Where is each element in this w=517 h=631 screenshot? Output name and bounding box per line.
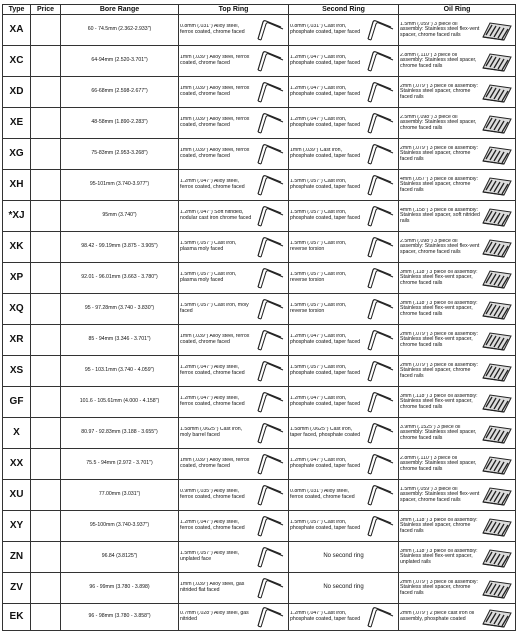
type-code: XK [3,232,31,263]
top-ring-spec: 1mm (.039") Alloy steel, ferrox coated, chrome faced [180,117,250,128]
bore-range: 75.5 - 94mm (2.972 - 3.701") [61,449,179,480]
no-second-ring-label: No second ring [323,553,364,560]
table-row [3,480,516,511]
oil-ring-icon [480,389,514,415]
type-code: XS [3,356,31,387]
type-code: XQ [3,294,31,325]
second-ring-spec: 1.2mm (.047") Cast iron, phosphate coated, taper faced [290,611,361,622]
oil-ring-cell [399,46,516,77]
ring-spec-sheet [2,4,515,631]
oil-ring-icon [480,420,514,446]
second-ring-spec: 1.5mm (.057") Cast iron, phosphate coated, taper faced [290,520,361,531]
price-cell [31,294,61,325]
oil-ring-cell [399,480,516,511]
table-row [3,356,516,387]
price-cell [31,46,61,77]
type-code: XD [3,77,31,108]
second-ring-spec: 0.8mm (.031") Cast iron, phosphate coated, taper faced [290,24,361,35]
second-ring-spec: 0.8mm (.031") Alloy steel, ferrox coated, chrome faced [290,489,355,500]
type-code: X [3,418,31,449]
second-ring-spec: 1.2mm (.047") Cast iron, phosphate coated, taper faced [290,86,361,97]
second-ring-spec: 1.58mm (.0625") Cast iron, taper faced, phosphate coated [290,427,361,438]
oil-ring-cell [399,108,516,139]
header-second-ring: Second Ring [289,5,399,15]
bore-range: 101.6 - 105.61mm (4.000 - 4.158") [61,387,179,418]
top-ring-cell [179,46,289,77]
price-cell [31,139,61,170]
top-ring-spec: 1.5mm (.057") Cast iron, moly faced [180,303,249,314]
type-code: XG [3,139,31,170]
top-ring-spec: 1.5mm (.057") Alloy steel, unplated face [180,551,239,562]
price-cell [31,170,61,201]
price-cell [31,418,61,449]
bore-range: 75-83mm (2.953-3.268") [61,139,179,170]
price-cell [31,263,61,294]
bore-range: 95 - 103.1mm (3.740 - 4.059") [61,356,179,387]
second-ring-spec: 1.2mm (.047") Cast iron, phosphate coated, taper faced [290,396,361,407]
header-bore-range: Bore Range [61,5,179,15]
top-ring-spec: 1.5mm (.057") Cast iron, plasma moly faced [180,241,237,252]
bore-range: 95-100mm (3.740-3.937") [61,511,179,542]
second-ring-icon [363,234,397,260]
table-row [3,573,516,604]
second-ring-spec: 1.2mm (.047") Cast iron, phosphate coated, taper faced [290,55,361,66]
oil-ring-spec: 4mm (.158") 3 piece oil assembly: Stainless steel spacer, soft nitrided rails [400,207,480,224]
bore-range: 98.42 - 99.19mm (3.875 - 3.905") [61,232,179,263]
bore-range: 48-58mm (1.890-2.283") [61,108,179,139]
top-ring-icon [253,17,287,43]
oil-ring-cell [399,325,516,356]
table-row [3,294,516,325]
top-ring-cell [179,170,289,201]
top-ring-spec: 0.8mm (.031") Alloy steel, ferrox coated, chrome faced [180,24,245,35]
oil-ring-spec: 1.5mm (.059") 3 piece oil assembly: Stainless steel flex-vent spacer, chrome faced rails [400,486,480,503]
type-code: XU [3,480,31,511]
second-ring-spec: 1.2mm (.047") Cast iron, phosphate coated, taper faced [290,334,361,345]
second-ring-icon [363,79,397,105]
second-ring-icon [363,358,397,384]
second-ring-cell [289,263,399,294]
oil-ring-icon [480,141,514,167]
top-ring-icon [253,110,287,136]
second-ring-icon [363,110,397,136]
header-row [3,5,516,15]
second-ring-cell [289,418,399,449]
second-ring-spec: 1.5mm (.057") Cast iron, phosphate coated, taper faced [290,365,361,376]
second-ring-icon [363,17,397,43]
top-ring-spec: 1.2mm (.047") Alloy steel, ferrox coated, chrome faced [180,365,245,376]
oil-ring-spec: 3mm (.118") 3 piece oil assembly: Stainless steel flex-vent spacer, unplated rails [400,548,478,565]
oil-ring-spec: 1.5mm (.059") 3 piece oil assembly: Stainless steel flex-vent spacer, chrome faced rails [400,21,480,38]
type-code: XY [3,511,31,542]
oil-ring-cell [399,294,516,325]
oil-ring-cell [399,542,516,573]
type-code: XP [3,263,31,294]
top-ring-spec: 1.2mm (.047") Soft nitrided, nodular cast iron chrome faced [180,210,252,221]
bore-range: 95mm (3.740") [61,201,179,232]
ring-table [2,4,516,631]
oil-ring-spec: 2mm (.079") 2 piece cast iron oil assembly, phosphate coated [400,611,475,622]
top-ring-cell [179,139,289,170]
price-cell [31,108,61,139]
type-code: ZN [3,542,31,573]
second-ring-spec: 1.2mm (.047") Cast iron, phosphate coated, taper faced [290,117,361,128]
top-ring-spec: 1.2mm (.047") Alloy steel, ferrox coated, chrome faced [180,396,245,407]
price-cell [31,77,61,108]
second-ring-cell [289,108,399,139]
oil-ring-icon [480,172,514,198]
second-ring-cell [289,15,399,46]
second-ring-spec: 1.5mm (.057") Cast iron, reverse torsion [290,272,347,283]
type-code: *XJ [3,201,31,232]
oil-ring-icon [480,604,514,630]
top-ring-cell [179,356,289,387]
top-ring-icon [253,420,287,446]
table-row [3,108,516,139]
second-ring-icon [363,389,397,415]
top-ring-icon [253,79,287,105]
oil-ring-spec: 2.5mm (.098") 3 piece oil assembly: Stainless steel flex-vent spacer, chrome faced rails [400,238,480,255]
oil-ring-spec: 2.5mm (.098") 3 piece oil assembly: Stainless steel spacer, chrome faced rails [400,114,477,131]
second-ring-spec: 1.5mm (.057") Cast iron, reverse torsion [290,303,347,314]
oil-ring-cell [399,387,516,418]
second-ring-spec: 1mm (.039") Cast iron, phosphate coated, taper faced [290,148,361,159]
price-cell [31,232,61,263]
type-code: XE [3,108,31,139]
table-row [3,46,516,77]
top-ring-spec: 1.2mm (.047") Alloy steel, ferrox coated, chrome faced [180,520,245,531]
second-ring-icon [363,327,397,353]
oil-ring-icon [480,234,514,260]
top-ring-cell [179,294,289,325]
type-code: XX [3,449,31,480]
second-ring-icon [363,604,397,630]
header-top-ring: Top Ring [179,5,289,15]
type-code: ZV [3,573,31,604]
table-row [3,418,516,449]
second-ring-cell [289,170,399,201]
second-ring-cell [289,201,399,232]
oil-ring-icon [480,358,514,384]
top-ring-cell [179,604,289,631]
bore-range: 60 - 74.5mm (2.362-2.933") [61,15,179,46]
bore-range: 64-94mm (2.520-3.701") [61,46,179,77]
table-row [3,15,516,46]
type-code: XC [3,46,31,77]
oil-ring-cell [399,263,516,294]
oil-ring-spec: 2mm (.079") 3 piece oil assembly: Stainless steel flex-vent spacer, chrome faced rails [400,331,478,348]
second-ring-cell [289,46,399,77]
bore-range: 96 - 98mm (3.780 - 3.858") [61,604,179,631]
oil-ring-cell [399,201,516,232]
second-ring-cell [289,604,399,631]
top-ring-cell [179,418,289,449]
table-row [3,201,516,232]
second-ring-cell [289,542,399,573]
top-ring-icon [253,234,287,260]
price-cell [31,573,61,604]
oil-ring-icon [480,265,514,291]
price-cell [31,542,61,573]
header-oil-ring: Oil Ring [399,5,516,15]
top-ring-cell [179,542,289,573]
top-ring-icon [253,389,287,415]
table-row [3,325,516,356]
second-ring-icon [363,203,397,229]
oil-ring-icon [480,327,514,353]
second-ring-cell [289,325,399,356]
table-row [3,604,516,631]
oil-ring-spec: 2mm (.079") 3 piece oil assembly: Stainless steel spacer, chrome faced rails [400,83,478,100]
table-row [3,449,516,480]
top-ring-cell [179,449,289,480]
oil-ring-icon [480,451,514,477]
bore-range: 77.00mm (3.031") [61,480,179,511]
top-ring-icon [253,203,287,229]
second-ring-cell [289,232,399,263]
price-cell [31,480,61,511]
top-ring-spec: 1mm (.039") Alloy steel, ferrox coated, chrome faced [180,55,250,66]
price-cell [31,201,61,232]
second-ring-icon [363,482,397,508]
second-ring-spec: 1.5mm (.057") Cast iron, phosphate coated, taper faced [290,210,361,221]
oil-ring-icon [480,575,514,601]
oil-ring-icon [480,203,514,229]
oil-ring-spec: 2mm (.079") 3 piece oil assembly: Stainless steel spacer, chrome faced rails [400,579,478,596]
top-ring-spec: 1mm (.039") Alloy steel, ferrox coated, chrome faced [180,334,250,345]
top-ring-cell [179,325,289,356]
top-ring-spec: 1mm (.039") Alloy steel, ferrox coated, chrome faced [180,86,250,97]
top-ring-icon [253,451,287,477]
oil-ring-icon [480,513,514,539]
top-ring-icon [253,327,287,353]
top-ring-icon [253,544,287,570]
oil-ring-cell [399,139,516,170]
price-cell [31,325,61,356]
top-ring-icon [253,575,287,601]
top-ring-cell [179,263,289,294]
top-ring-icon [253,296,287,322]
type-code: GF [3,387,31,418]
second-ring-cell [289,449,399,480]
oil-ring-cell [399,418,516,449]
top-ring-spec: 1mm (.039") Alloy steel, ferrox coated, chrome faced [180,458,250,469]
top-ring-cell [179,15,289,46]
top-ring-icon [253,482,287,508]
top-ring-cell [179,387,289,418]
oil-ring-cell [399,449,516,480]
oil-ring-icon [480,482,514,508]
top-ring-spec: 1.58mm (.0625") Cast iron, moly barrel faced [180,427,243,438]
table-row [3,77,516,108]
price-cell [31,15,61,46]
oil-ring-cell [399,15,516,46]
bore-range: 85 - 94mm (3.346 - 3.701") [61,325,179,356]
table-row [3,511,516,542]
second-ring-cell [289,511,399,542]
oil-ring-icon [480,17,514,43]
oil-ring-cell [399,573,516,604]
table-row [3,170,516,201]
table-row [3,263,516,294]
top-ring-icon [253,604,287,630]
price-cell [31,449,61,480]
second-ring-cell [289,480,399,511]
oil-ring-spec: 2mm (.079") 3 piece oil assembly: Stainless steel spacer, chrome faced rails [400,145,478,162]
second-ring-spec: 1.2mm (.047") Cast iron, phosphate coated, taper faced [290,458,361,469]
top-ring-spec: 1mm (.039") Alloy steel, ferrox coated, chrome faced [180,148,250,159]
bore-range: 92.01 - 96.01mm (3.663 - 3.780") [61,263,179,294]
second-ring-spec: 1.5mm (.057") Cast iron, phosphate coated, taper faced [290,179,361,190]
second-ring-cell [289,294,399,325]
type-code: XA [3,15,31,46]
top-ring-spec: 0.7mm (.028") Alloy steel, gas nitrided [180,611,249,622]
oil-ring-spec: 4mm (.057") 3 piece oil assembly: Stainless steel spacer, chrome faced rails [400,176,478,193]
top-ring-spec: 1.2mm (.047") Alloy steel, ferrox coated, chrome faced [180,179,245,190]
bore-range: 96.84 (3.8125") [61,542,179,573]
oil-ring-spec: 3mm (.118") 3 piece oil assembly: Stainless steel flex-vent spacer, chrome faced rails [400,393,478,410]
top-ring-spec: 1mm (.039") Alloy steel, gas nitrided flat faced [180,582,245,593]
second-ring-cell [289,356,399,387]
table-body [3,15,516,631]
second-ring-cell [289,139,399,170]
oil-ring-icon [480,110,514,136]
oil-ring-cell [399,511,516,542]
top-ring-icon [253,358,287,384]
price-cell [31,604,61,631]
top-ring-cell [179,511,289,542]
second-ring-icon [363,296,397,322]
second-ring-icon [363,420,397,446]
price-cell [31,356,61,387]
second-ring-cell [289,387,399,418]
top-ring-icon [253,48,287,74]
bore-range: 66-68mm (2.598-2.677") [61,77,179,108]
second-ring-icon [363,513,397,539]
price-cell [31,511,61,542]
oil-ring-spec: 2.8mm (.110") 3 piece oil assembly: Stainless steel spacer, chrome faced rails [400,52,477,69]
second-ring-icon [363,172,397,198]
oil-ring-cell [399,604,516,631]
oil-ring-icon [480,48,514,74]
bore-range: 80.97 - 92.83mm (3.188 - 3.655") [61,418,179,449]
no-second-ring-label: No second ring [323,584,364,591]
table-row [3,232,516,263]
top-ring-cell [179,480,289,511]
second-ring-icon [363,451,397,477]
top-ring-cell [179,232,289,263]
second-ring-spec: 1.5mm (.057") Cast iron, reverse torsion [290,241,347,252]
oil-ring-icon [480,79,514,105]
price-cell [31,387,61,418]
top-ring-spec: 1.5mm (.057") Cast iron, plasma moly faced [180,272,237,283]
type-code: XR [3,325,31,356]
top-ring-cell [179,573,289,604]
second-ring-icon [363,48,397,74]
second-ring-cell [289,573,399,604]
top-ring-cell [179,77,289,108]
top-ring-icon [253,513,287,539]
oil-ring-cell [399,170,516,201]
type-code: XH [3,170,31,201]
oil-ring-spec: 3mm (.118") 3 piece oil assembly: Stainless steel flex-vent spacer, chrome faced rails [400,269,478,286]
bore-range: 95-101mm (3.740-3.977") [61,170,179,201]
top-ring-cell [179,108,289,139]
oil-ring-icon [480,544,514,570]
top-ring-cell [179,201,289,232]
table-row [3,387,516,418]
header-price: Price [31,5,61,15]
second-ring-icon [363,265,397,291]
table-row [3,542,516,573]
oil-ring-spec: 2.8mm (.110") 3 piece oil assembly: Stainless steel spacer, chrome faced rails [400,455,477,472]
top-ring-icon [253,172,287,198]
type-code: EK [3,604,31,631]
oil-ring-cell [399,232,516,263]
oil-ring-spec: 3mm (.118") 3 piece oil assembly: Stainless steel spacer, chrome faced rails [400,517,478,534]
oil-ring-cell [399,356,516,387]
second-ring-cell [289,77,399,108]
table-row [3,139,516,170]
oil-ring-spec: 2mm (.079") 3 piece oil assembly: Stainless steel spacer, chrome faced rails [400,362,478,379]
bore-range: 96 - 99mm (3.780 - 3.898) [61,573,179,604]
top-ring-icon [253,265,287,291]
oil-ring-cell [399,77,516,108]
oil-ring-spec: 3mm (.118") 3 piece oil assembly: Stainless steel flex-vent spacer, chrome faced rails [400,300,478,317]
header-type: Type [3,5,31,15]
second-ring-icon [363,141,397,167]
top-ring-spec: 0.9mm (.035") Alloy steel, ferrox coated, chrome faced [180,489,245,500]
top-ring-icon [253,141,287,167]
oil-ring-icon [480,296,514,322]
bore-range: 95 - 97.28mm (3.740 - 3.830") [61,294,179,325]
oil-ring-spec: 3.9mm (.1525") 3 piece oil assembly: Stainless steel spacer, chrome faced rails [400,424,477,441]
